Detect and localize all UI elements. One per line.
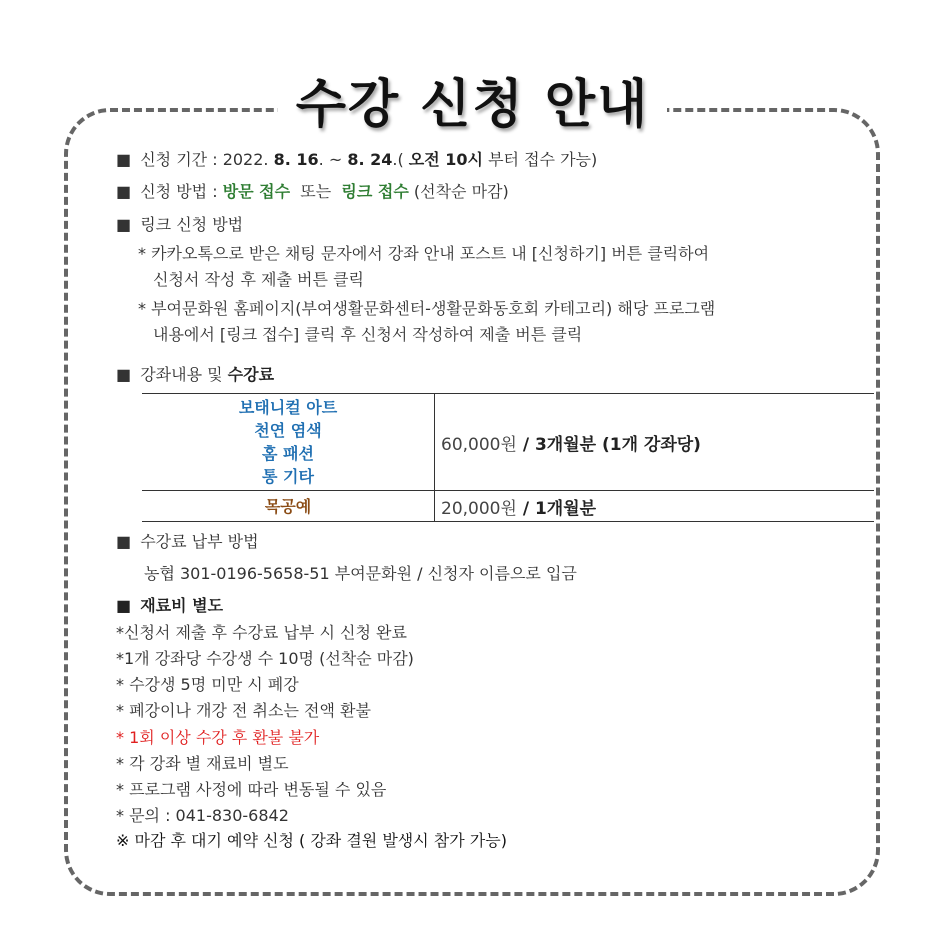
method-line: ■ 신청 방법 : 방문 접수 또는 링크 접수 (선착순 마감) [116,182,509,201]
bullet-square-icon: ■ [116,215,132,234]
fees-table [142,393,874,522]
bullet-square-icon: ■ [116,182,132,201]
list-item: * 폐강이나 개강 전 취소는 전액 환불 [116,701,371,720]
link-method-heading: ■ 링크 신청 방법 [116,215,244,234]
page-title: 수강 신청 안내 [0,62,945,137]
bullet-square-icon: ■ [116,532,132,551]
list-item: * 문의 : 041-830-6842 [116,806,289,825]
period-line: ■ 신청 기간 : 2022. 8. 16. ~ 8. 24.( 오전 10시 부터 접수 가능) [116,150,598,169]
price-cell: 60,000원 / 3개월분 (1개 강좌당) [435,394,875,491]
course-names-cell: 목공예 [142,491,435,522]
list-item: *신청서 제출 후 수강료 납부 시 신청 완료 [116,623,407,642]
course-names-cell: 보태니컬 아트 천연 염색 홈 패션 통 기타 [142,394,435,491]
bullet-square-icon: ■ [116,596,132,615]
list-item: *1개 강좌당 수강생 수 10명 (선착순 마감) [116,649,414,668]
bullet-square-icon: ■ [116,150,132,169]
price-cell: 20,000원 / 1개월분 [435,491,875,522]
table-row [142,491,874,522]
materials-heading: ■ 재료비 별도 [116,596,224,615]
list-item: * 프로그램 사정에 따라 변동될 수 있음 [116,780,387,799]
link-step-2: * 부여문화원 홈페이지(부여생활문화센터-생활문화동호회 카테고리) 해당 프로그램 [138,299,716,318]
link-step-1: * 카카오톡으로 받은 채팅 문자에서 강좌 안내 포스트 내 [신청하기] 버튼 클릭하여 [138,244,710,263]
footer-note: ※ 마감 후 대기 예약 신청 ( 강좌 결원 발생시 참가 가능) [116,831,507,850]
list-item: * 수강생 5명 미만 시 폐강 [116,675,299,694]
link-step-1-cont: 신청서 작성 후 제출 버튼 클릭 [153,270,364,289]
fees-heading: ■ 강좌내용 및 수강료 [116,365,275,384]
table-row [142,394,874,491]
payment-account: 농협 301-0196-5658-51 부여문화원 / 신청자 이름으로 입금 [144,564,577,583]
link-step-2-cont: 내용에서 [링크 접수] 클릭 후 신청서 작성하여 제출 버튼 클릭 [153,325,583,344]
list-item-warning: * 1회 이상 수강 후 환불 불가 [116,728,320,747]
list-item: * 각 강좌 별 재료비 별도 [116,754,289,773]
payment-heading: ■ 수강료 납부 방법 [116,532,259,551]
bullet-square-icon: ■ [116,365,132,384]
